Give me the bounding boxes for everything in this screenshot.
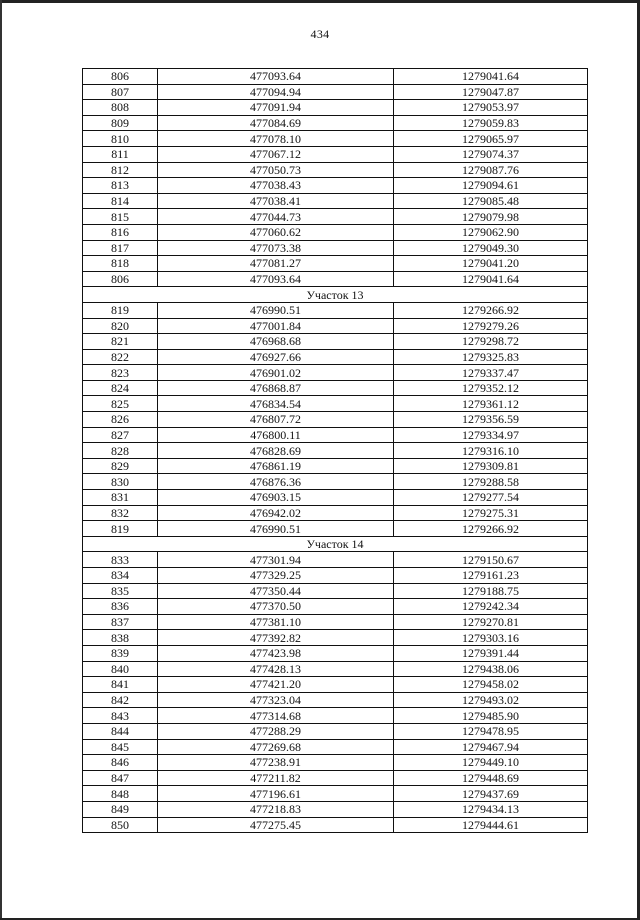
table-row	[83, 505, 588, 521]
y-coordinate-cell: 1279434.13	[394, 801, 588, 817]
x-coordinate-cell: 477329.25	[158, 568, 394, 584]
table-row	[83, 521, 588, 537]
coordinates-table	[82, 68, 588, 833]
point-number-cell: 829	[83, 458, 158, 474]
table-row	[83, 801, 588, 817]
page-number: 434	[310, 27, 330, 41]
table-row	[83, 443, 588, 459]
table-row	[83, 708, 588, 724]
table-row	[83, 723, 588, 739]
y-coordinate-cell: 1279074.37	[394, 146, 588, 162]
table-row	[83, 490, 588, 506]
point-number-cell: 837	[83, 614, 158, 630]
table-row	[83, 786, 588, 802]
x-coordinate-cell: 476968.68	[158, 334, 394, 350]
y-coordinate-cell: 1279266.92	[394, 521, 588, 537]
x-coordinate-cell: 477428.13	[158, 661, 394, 677]
table-row	[83, 770, 588, 786]
point-number-cell: 824	[83, 380, 158, 396]
table-row	[83, 583, 588, 599]
point-number-cell: 825	[83, 396, 158, 412]
y-coordinate-cell: 1279356.59	[394, 412, 588, 428]
point-number-cell: 812	[83, 162, 158, 178]
point-number-cell: 815	[83, 209, 158, 225]
point-number-cell: 818	[83, 256, 158, 272]
y-coordinate-cell: 1279094.61	[394, 178, 588, 194]
x-coordinate-cell: 477370.50	[158, 599, 394, 615]
table-row	[83, 739, 588, 755]
y-coordinate-cell: 1279065.97	[394, 131, 588, 147]
table-row	[83, 552, 588, 568]
y-coordinate-cell: 1279047.87	[394, 84, 588, 100]
table-row	[83, 224, 588, 240]
point-number-cell: 847	[83, 770, 158, 786]
scan-edge-left	[0, 0, 2, 920]
point-number-cell: 809	[83, 115, 158, 131]
x-coordinate-cell: 477238.91	[158, 755, 394, 771]
y-coordinate-cell: 1279041.64	[394, 69, 588, 85]
x-coordinate-cell: 477067.12	[158, 146, 394, 162]
x-coordinate-cell: 477323.04	[158, 692, 394, 708]
table-row	[83, 240, 588, 256]
point-number-cell: 806	[83, 271, 158, 287]
y-coordinate-cell: 1279316.10	[394, 443, 588, 459]
x-coordinate-cell: 477050.73	[158, 162, 394, 178]
table-row	[83, 209, 588, 225]
x-coordinate-cell: 477218.83	[158, 801, 394, 817]
table-row	[83, 396, 588, 412]
x-coordinate-cell: 477314.68	[158, 708, 394, 724]
point-number-cell: 846	[83, 755, 158, 771]
point-number-cell: 814	[83, 193, 158, 209]
point-number-cell: 843	[83, 708, 158, 724]
section-header-row	[83, 287, 588, 303]
point-number-cell: 823	[83, 365, 158, 381]
table-row	[83, 69, 588, 85]
x-coordinate-cell: 476861.19	[158, 458, 394, 474]
point-number-cell: 840	[83, 661, 158, 677]
table-row	[83, 692, 588, 708]
x-coordinate-cell: 476828.69	[158, 443, 394, 459]
x-coordinate-cell: 476927.66	[158, 349, 394, 365]
y-coordinate-cell: 1279303.16	[394, 630, 588, 646]
point-number-cell: 832	[83, 505, 158, 521]
table-row	[83, 131, 588, 147]
table-row	[83, 677, 588, 693]
x-coordinate-cell: 477060.62	[158, 224, 394, 240]
x-coordinate-cell: 477423.98	[158, 645, 394, 661]
table-row	[83, 178, 588, 194]
x-coordinate-cell: 477038.43	[158, 178, 394, 194]
section-header-row	[83, 536, 588, 552]
point-number-cell: 826	[83, 412, 158, 428]
y-coordinate-cell: 1279298.72	[394, 334, 588, 350]
x-coordinate-cell: 477073.38	[158, 240, 394, 256]
table-row	[83, 334, 588, 350]
y-coordinate-cell: 1279361.12	[394, 396, 588, 412]
x-coordinate-cell: 476868.87	[158, 380, 394, 396]
x-coordinate-cell: 476800.11	[158, 427, 394, 443]
x-coordinate-cell: 477093.64	[158, 69, 394, 85]
y-coordinate-cell: 1279478.95	[394, 723, 588, 739]
table-row	[83, 817, 588, 833]
point-number-cell: 813	[83, 178, 158, 194]
y-coordinate-cell: 1279437.69	[394, 786, 588, 802]
y-coordinate-cell: 1279087.76	[394, 162, 588, 178]
table-row	[83, 162, 588, 178]
x-coordinate-cell: 476876.36	[158, 474, 394, 490]
table-row	[83, 614, 588, 630]
x-coordinate-cell: 477301.94	[158, 552, 394, 568]
table-row	[83, 256, 588, 272]
y-coordinate-cell: 1279085.48	[394, 193, 588, 209]
y-coordinate-cell: 1279161.23	[394, 568, 588, 584]
y-coordinate-cell: 1279266.92	[394, 302, 588, 318]
scan-edge-top	[0, 0, 640, 3]
x-coordinate-cell: 477392.82	[158, 630, 394, 646]
point-number-cell: 817	[83, 240, 158, 256]
point-number-cell: 810	[83, 131, 158, 147]
point-number-cell: 808	[83, 100, 158, 116]
point-number-cell: 841	[83, 677, 158, 693]
point-number-cell: 834	[83, 568, 158, 584]
x-coordinate-cell: 477091.94	[158, 100, 394, 116]
table-row	[83, 661, 588, 677]
y-coordinate-cell: 1279391.44	[394, 645, 588, 661]
point-number-cell: 838	[83, 630, 158, 646]
y-coordinate-cell: 1279079.98	[394, 209, 588, 225]
y-coordinate-cell: 1279275.31	[394, 505, 588, 521]
coordinates-table-body	[83, 69, 588, 833]
y-coordinate-cell: 1279062.90	[394, 224, 588, 240]
y-coordinate-cell: 1279279.26	[394, 318, 588, 334]
y-coordinate-cell: 1279448.69	[394, 770, 588, 786]
x-coordinate-cell: 476990.51	[158, 521, 394, 537]
table-row	[83, 318, 588, 334]
x-coordinate-cell: 477211.82	[158, 770, 394, 786]
x-coordinate-cell: 477381.10	[158, 614, 394, 630]
point-number-cell: 819	[83, 302, 158, 318]
table-row	[83, 193, 588, 209]
point-number-cell: 831	[83, 490, 158, 506]
point-number-cell: 842	[83, 692, 158, 708]
y-coordinate-cell: 1279041.20	[394, 256, 588, 272]
x-coordinate-cell: 477350.44	[158, 583, 394, 599]
table-row	[83, 599, 588, 615]
y-coordinate-cell: 1279277.54	[394, 490, 588, 506]
y-coordinate-cell: 1279493.02	[394, 692, 588, 708]
point-number-cell: 828	[83, 443, 158, 459]
table-row	[83, 146, 588, 162]
table-row	[83, 271, 588, 287]
x-coordinate-cell: 476834.54	[158, 396, 394, 412]
y-coordinate-cell: 1279352.12	[394, 380, 588, 396]
x-coordinate-cell: 476807.72	[158, 412, 394, 428]
point-number-cell: 816	[83, 224, 158, 240]
y-coordinate-cell: 1279150.67	[394, 552, 588, 568]
point-number-cell: 819	[83, 521, 158, 537]
y-coordinate-cell: 1279041.64	[394, 271, 588, 287]
table-row	[83, 302, 588, 318]
x-coordinate-cell: 477094.94	[158, 84, 394, 100]
x-coordinate-cell: 477078.10	[158, 131, 394, 147]
point-number-cell: 830	[83, 474, 158, 490]
x-coordinate-cell: 476990.51	[158, 302, 394, 318]
table-row	[83, 380, 588, 396]
table-row	[83, 474, 588, 490]
point-number-cell: 850	[83, 817, 158, 833]
table-row	[83, 100, 588, 116]
table-row	[83, 427, 588, 443]
section-title: Участок 13	[83, 287, 588, 303]
y-coordinate-cell: 1279270.81	[394, 614, 588, 630]
point-number-cell: 835	[83, 583, 158, 599]
x-coordinate-cell: 476901.02	[158, 365, 394, 381]
x-coordinate-cell: 477081.27	[158, 256, 394, 272]
y-coordinate-cell: 1279449.10	[394, 755, 588, 771]
table-row	[83, 349, 588, 365]
y-coordinate-cell: 1279242.34	[394, 599, 588, 615]
y-coordinate-cell: 1279288.58	[394, 474, 588, 490]
table-row	[83, 458, 588, 474]
table-row	[83, 84, 588, 100]
y-coordinate-cell: 1279309.81	[394, 458, 588, 474]
x-coordinate-cell: 477038.41	[158, 193, 394, 209]
y-coordinate-cell: 1279059.83	[394, 115, 588, 131]
x-coordinate-cell: 476942.02	[158, 505, 394, 521]
y-coordinate-cell: 1279485.90	[394, 708, 588, 724]
y-coordinate-cell: 1279325.83	[394, 349, 588, 365]
x-coordinate-cell: 477044.73	[158, 209, 394, 225]
point-number-cell: 845	[83, 739, 158, 755]
point-number-cell: 806	[83, 69, 158, 85]
y-coordinate-cell: 1279467.94	[394, 739, 588, 755]
point-number-cell: 822	[83, 349, 158, 365]
x-coordinate-cell: 477269.68	[158, 739, 394, 755]
x-coordinate-cell: 477196.61	[158, 786, 394, 802]
point-number-cell: 821	[83, 334, 158, 350]
point-number-cell: 807	[83, 84, 158, 100]
y-coordinate-cell: 1279188.75	[394, 583, 588, 599]
y-coordinate-cell: 1279458.02	[394, 677, 588, 693]
point-number-cell: 833	[83, 552, 158, 568]
x-coordinate-cell: 477275.45	[158, 817, 394, 833]
point-number-cell: 848	[83, 786, 158, 802]
x-coordinate-cell: 477421.20	[158, 677, 394, 693]
y-coordinate-cell: 1279053.97	[394, 100, 588, 116]
x-coordinate-cell: 477093.64	[158, 271, 394, 287]
table-row	[83, 115, 588, 131]
table-row	[83, 630, 588, 646]
section-title: Участок 14	[83, 536, 588, 552]
x-coordinate-cell: 477288.29	[158, 723, 394, 739]
x-coordinate-cell: 477084.69	[158, 115, 394, 131]
y-coordinate-cell: 1279438.06	[394, 661, 588, 677]
point-number-cell: 820	[83, 318, 158, 334]
point-number-cell: 849	[83, 801, 158, 817]
x-coordinate-cell: 476903.15	[158, 490, 394, 506]
point-number-cell: 827	[83, 427, 158, 443]
y-coordinate-cell: 1279334.97	[394, 427, 588, 443]
y-coordinate-cell: 1279337.47	[394, 365, 588, 381]
point-number-cell: 839	[83, 645, 158, 661]
x-coordinate-cell: 477001.84	[158, 318, 394, 334]
y-coordinate-cell: 1279444.61	[394, 817, 588, 833]
table-row	[83, 645, 588, 661]
table-row	[83, 755, 588, 771]
table-row	[83, 412, 588, 428]
table-row	[83, 365, 588, 381]
point-number-cell: 811	[83, 146, 158, 162]
point-number-cell: 836	[83, 599, 158, 615]
y-coordinate-cell: 1279049.30	[394, 240, 588, 256]
point-number-cell: 844	[83, 723, 158, 739]
table-row	[83, 568, 588, 584]
